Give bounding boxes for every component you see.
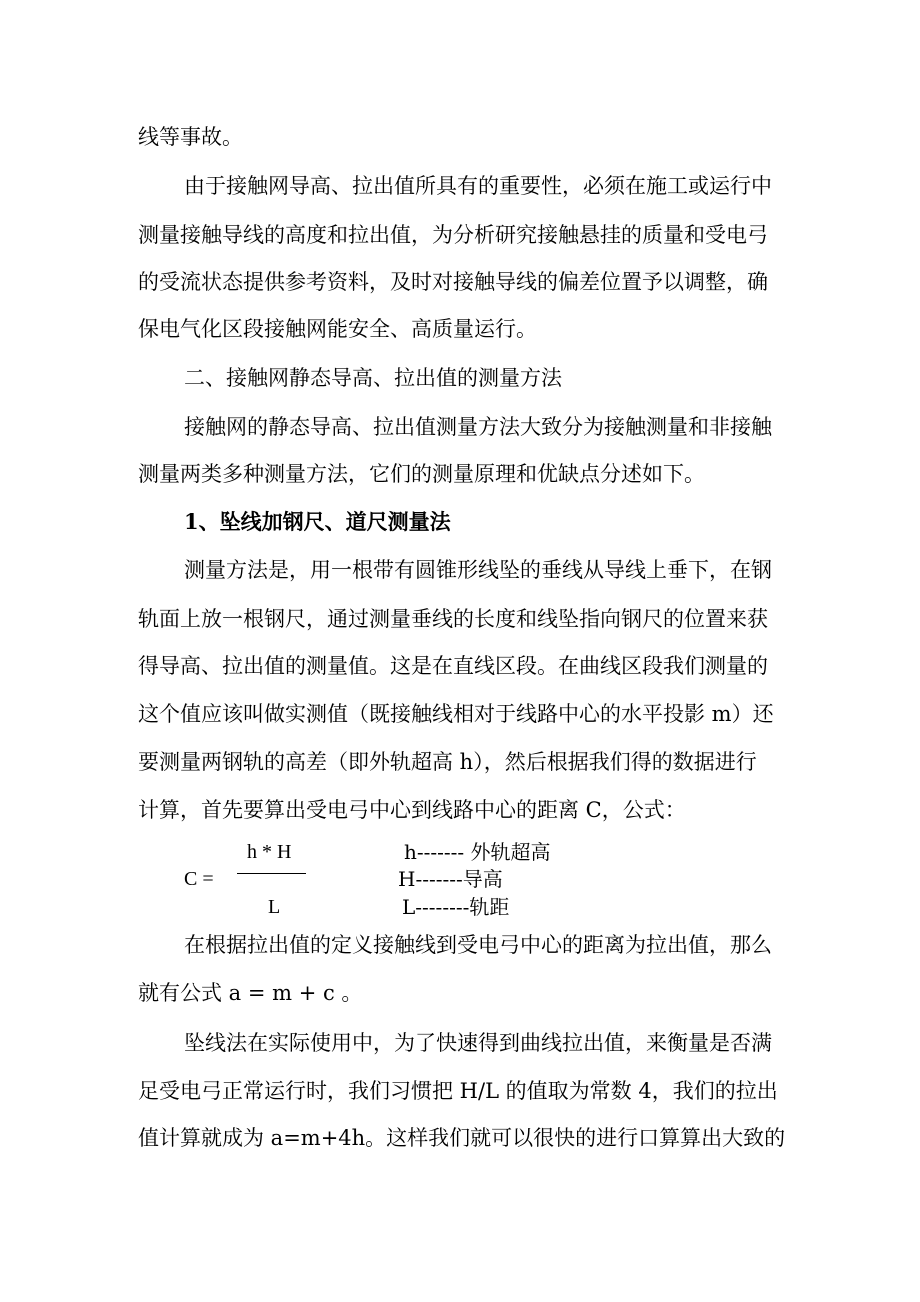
paragraph-line: 测量两类多种测量方法，它们的测量原理和优缺点分述如下。: [138, 462, 705, 486]
paragraph-line: 测量方法是，用一根带有圆锥形线坠的垂线从导线上垂下，在钢: [184, 558, 772, 582]
fraction-bar: [237, 873, 306, 874]
section-heading: 二、接触网静态导高、拉出值的测量方法: [184, 366, 562, 390]
paragraph-line: 足受电弓正常运行时，我们习惯把 H/L 的值取为常数 4，我们的拉出: [138, 1079, 778, 1103]
paragraph-line: 值计算就成为 a=m+4h。这样我们就可以很快的进行口算算出大致的: [138, 1126, 786, 1150]
paragraph-line: 保电气化区段接触网能安全、高质量运行。: [138, 317, 537, 341]
subsection-heading: 1、坠线加钢尺、道尺测量法: [184, 509, 451, 534]
formula-legend-h: h------- 外轨超高: [404, 840, 551, 864]
paragraph-line: 的受流状态提供参考资料，及时对接触导线的偏差位置予以调整，确: [138, 270, 768, 294]
paragraph-line: 就有公式 a = m + c 。: [138, 981, 363, 1005]
formula-legend-L: L--------轨距: [402, 895, 510, 919]
paragraph-line: 轨面上放一根钢尺，通过测量垂线的长度和线坠指向钢尺的位置来获: [138, 607, 768, 631]
paragraph-line: 计算，首先要算出受电弓中心到线路中心的距离 C，公式：: [138, 798, 686, 822]
paragraph-line: 这个值应该叫做实测值（既接触线相对于线路中心的水平投影 m）还: [138, 702, 774, 726]
formula-numerator: h * H: [247, 841, 292, 863]
paragraph-line: 得导高、拉出值的测量值。这是在直线区段。在曲线区段我们测量的: [138, 654, 768, 678]
formula-denominator: L: [268, 896, 281, 918]
paragraph-line: 由于接触网导高、拉出值所具有的重要性，必须在施工或运行中: [184, 174, 772, 198]
paragraph-line: 要测量两钢轨的高差（即外轨超高 h），然后根据我们得的数据进行: [138, 750, 757, 774]
paragraph-line: 接触网的静态导高、拉出值测量方法大致分为接触测量和非接触: [184, 415, 772, 439]
formula-lhs: C =: [184, 868, 214, 890]
paragraph-line: 坠线法在实际使用中，为了快速得到曲线拉出值，来衡量是否满: [184, 1031, 772, 1055]
paragraph-line: 线等事故。: [138, 125, 243, 149]
paragraph-line: 在根据拉出值的定义接触线到受电弓中心的距离为拉出值，那么: [184, 933, 772, 957]
formula-legend-H: H-------导高: [398, 867, 503, 891]
paragraph-line: 测量接触导线的高度和拉出值，为分析研究接触悬挂的质量和受电弓: [138, 223, 768, 247]
